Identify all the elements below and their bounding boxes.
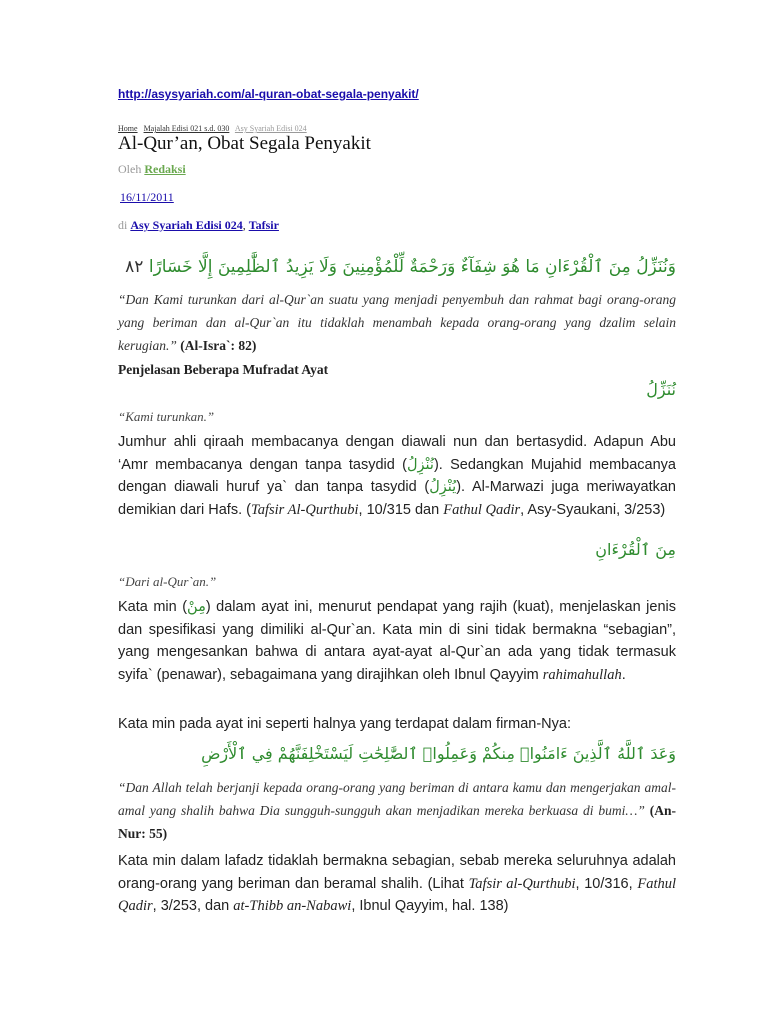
citation-title: Tafsir al-Qurthubi <box>468 875 576 892</box>
citation-title: at-Thibb an-Nabawi <box>233 898 352 914</box>
category-separator: , <box>242 218 246 232</box>
arabic-word-min: مِنْ <box>187 599 206 615</box>
arabic-word-nunzilu: نُنْزِلُ <box>406 456 434 473</box>
paragraph-text: ). Al-Marwazi juga meriwayatkan demikian dari Hafs. ( <box>118 479 676 518</box>
verse-82-translation <box>118 288 676 357</box>
breadcrumb-current[interactable]: Asy Syariah Edisi 024 <box>234 124 307 133</box>
paragraph-text: Jumhur ahli qiraah membacanya dengan diawali nun dan bertasydid. Adapun Abu ‘Amr membacanya dengan tanpa tasydid ( <box>118 434 676 473</box>
verse-82-arabic <box>125 256 676 277</box>
breadcrumb-section-link[interactable]: Majalah Edisi 021 s.d. 030 <box>143 124 230 133</box>
paragraph-min-meaning <box>118 596 676 686</box>
citation-title: Fathul Qadir <box>118 875 677 914</box>
source-url-link[interactable]: http://asysyariah.com/al-quran-obat-segala-penyakit/ <box>118 87 419 101</box>
byline-prefix: Oleh <box>118 162 142 176</box>
verse-number: ٨٢ <box>125 257 144 277</box>
paragraph-text: , 3/253, dan <box>152 898 234 914</box>
breadcrumb <box>118 124 311 133</box>
verse-an-nur-translation-text: “Dan Allah telah berjanji kepada orang-orang yang beriman di antara kamu dan mengerjakan amal-amal yang shalih bahwa Dia sungguh-sungguh akan menjadikan mereka berkuasa di bumi…” <box>118 780 676 818</box>
byline <box>118 162 186 177</box>
paragraph-text: Kata min ( <box>118 599 188 615</box>
paragraph-conclusion <box>118 850 676 918</box>
page-title: Al-Qur’an, Obat Segala Penyakit <box>118 133 371 154</box>
arabic-word-yunzilu: يُنْزِلُ <box>429 479 457 495</box>
category-line <box>118 218 279 233</box>
citation-title: Tafsir Al-Qurthubi <box>250 501 359 518</box>
breadcrumb-home-link[interactable]: Home <box>118 124 138 133</box>
verse-82-text: وَنُنَزِّلُ مِنَ ٱلْقُرْءَانِ مَا هُوَ شِفَآءٌ وَرَحْمَةٌ لِّلْمُؤْمِنِينَ وَلَا يَزِيدُ ٱلظَّٰلِمِينَ إِلَّا خَسَارًا <box>148 257 676 277</box>
paragraph-qiraah <box>118 431 676 521</box>
section-heading: Penjelasan Beberapa Mufradat Ayat <box>118 362 329 377</box>
word-minal-quran-meaning: “Dari al-Qur`an.” <box>118 574 217 589</box>
verse-an-nur-reference: (An-Nur: 55) <box>118 803 676 841</box>
word-nunazzilu-arabic: نُنَزِّلُ <box>646 380 676 399</box>
category-link-edition[interactable]: Asy Syariah Edisi 024 <box>130 218 243 232</box>
post-date-link[interactable]: 16/11/2011 <box>120 190 174 204</box>
paragraph-text: , Asy-Syaukani, 3/253) <box>520 501 666 518</box>
paragraph-firman: Kata min pada ayat ini seperti halnya yang terdapat dalam firman-Nya: <box>118 716 571 732</box>
category-link-tafsir[interactable]: Tafsir <box>248 218 279 232</box>
citation-title: Fathul Qadir <box>443 501 521 518</box>
verse-an-nur-translation <box>118 776 676 845</box>
verse-82-reference: (Al-Isra`: 82) <box>180 338 257 353</box>
honorific: rahimahullah <box>542 666 622 683</box>
verse-82-translation-text: “Dan Kami turunkan dari al-Qur`an suatu yang menjadi penyembuh dan rahmat bagi orang-orang yang beriman dan al-Qur`an itu tidaklah menambah kepada orang-orang yang dzalim selain kerugian.” <box>118 292 676 353</box>
paragraph-text: , 10/316, <box>575 875 638 892</box>
author-link[interactable]: Redaksi <box>144 162 186 176</box>
paragraph-text: Kata min dalam lafadz tidaklah bermakna sebagian, sebab mereka seluruhnya adalah orang-orang yang beriman dan beramal shalih. (Lihat <box>118 853 676 892</box>
category-prefix: di <box>118 218 128 232</box>
paragraph-text: . <box>621 666 626 683</box>
paragraph-text: ) dalam ayat ini, menurut pendapat yang rajih (kuat), menjelaskan jenis dan spesifikasi yang dimiliki al-Qur`an. Kata min di sini tidak bermakna “sebagian”, yang mengesankan bahwa di antara ayat-ayat al-Qur`an ada yang tidak termasuk syifa` (penawar), sebagaimana yang dirajihkan oleh Ibnul Qayyim <box>118 599 676 683</box>
verse-an-nur-arabic: وَعَدَ ٱللَّهُ ٱلَّذِينَ ءَامَنُوا۟ مِنكُمْ وَعَمِلُوا۟ ٱلصَّٰلِحَٰتِ لَيَسْتَخْلِفَنَّهُمْ فِي ٱلْأَرْضِ <box>201 744 676 763</box>
paragraph-text: ). Sedangkan Mujahid membacanya dengan diawali huruf ya` dan tanpa tasydid ( <box>118 456 676 495</box>
paragraph-text: , Ibnul Qayyim, hal. 138) <box>351 898 509 914</box>
word-nunazzilu-meaning: “Kami turunkan.” <box>118 409 215 424</box>
paragraph-text: , 10/315 dan <box>358 501 444 518</box>
word-minal-quran-arabic: مِنَ ٱلْقُرْءَانِ <box>595 540 676 559</box>
